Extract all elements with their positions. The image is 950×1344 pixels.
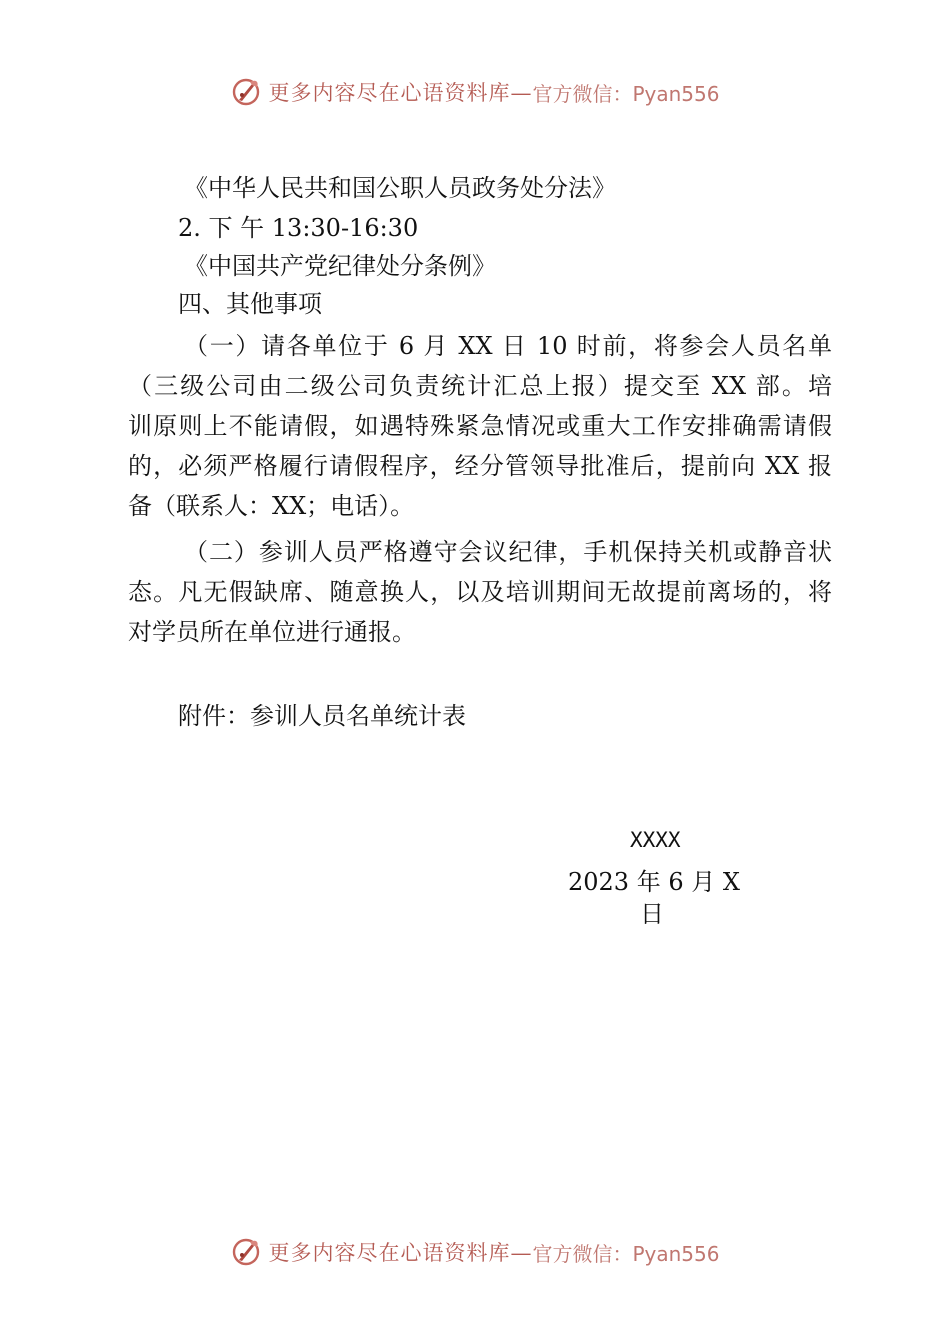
paragraph-1-line-4: 的，必须严格履行请假程序，经分管领导批准后，提前向 XX 报	[128, 452, 832, 480]
paragraph-2-line-2: 态。凡无假缺席、随意换人，以及培训期间无故提前离场的，将	[128, 578, 832, 606]
paragraph-1-line-3: 训原则上不能请假，如遇特殊紧急情况或重大工作安排确需请假	[128, 412, 832, 440]
banner-wechat-text: 官方微信：Pyan556	[532, 81, 720, 106]
footer-banner	[0, 1230, 950, 1274]
quill-pen-icon	[230, 76, 262, 108]
banner-text: 更多内容尽在心语资料库—	[268, 1241, 533, 1265]
law-title-2: 《中国共产党纪律处分条例》	[184, 252, 496, 280]
paragraph-2-line-3: 对学员所在单位进行通报。	[128, 618, 416, 646]
quill-pen-icon	[230, 1236, 262, 1268]
section-heading-other-matters: 四、其他事项	[178, 290, 322, 318]
date-line-day: 日	[640, 900, 664, 928]
law-title-1: 《中华人民共和国公职人员政务处分法》	[184, 174, 616, 202]
attachment-note: 附件：参训人员名单统计表	[178, 702, 466, 730]
paragraph-1-line-5: 备（联系人：XX；电话）。	[128, 492, 415, 520]
afternoon-session-time: 2. 下 午 13:30-16:30	[178, 214, 419, 242]
banner-wechat-text: 官方微信：Pyan556	[532, 1241, 720, 1266]
date-line: 2023 年 6 月 X	[568, 868, 740, 896]
banner-text: 更多内容尽在心语资料库—	[268, 81, 533, 105]
paragraph-1-line-1: （一）请各单位于 6 月 XX 日 10 时前，将参会人员名单	[184, 332, 832, 360]
paragraph-1-line-2: （三级公司由二级公司负责统计汇总上报）提交至 XX 部。培	[128, 372, 832, 400]
paragraph-2-line-1: （二）参训人员严格遵守会议纪律，手机保持关机或静音状	[184, 538, 832, 566]
header-banner	[0, 70, 950, 114]
signature-organization: XXXX	[630, 828, 681, 852]
